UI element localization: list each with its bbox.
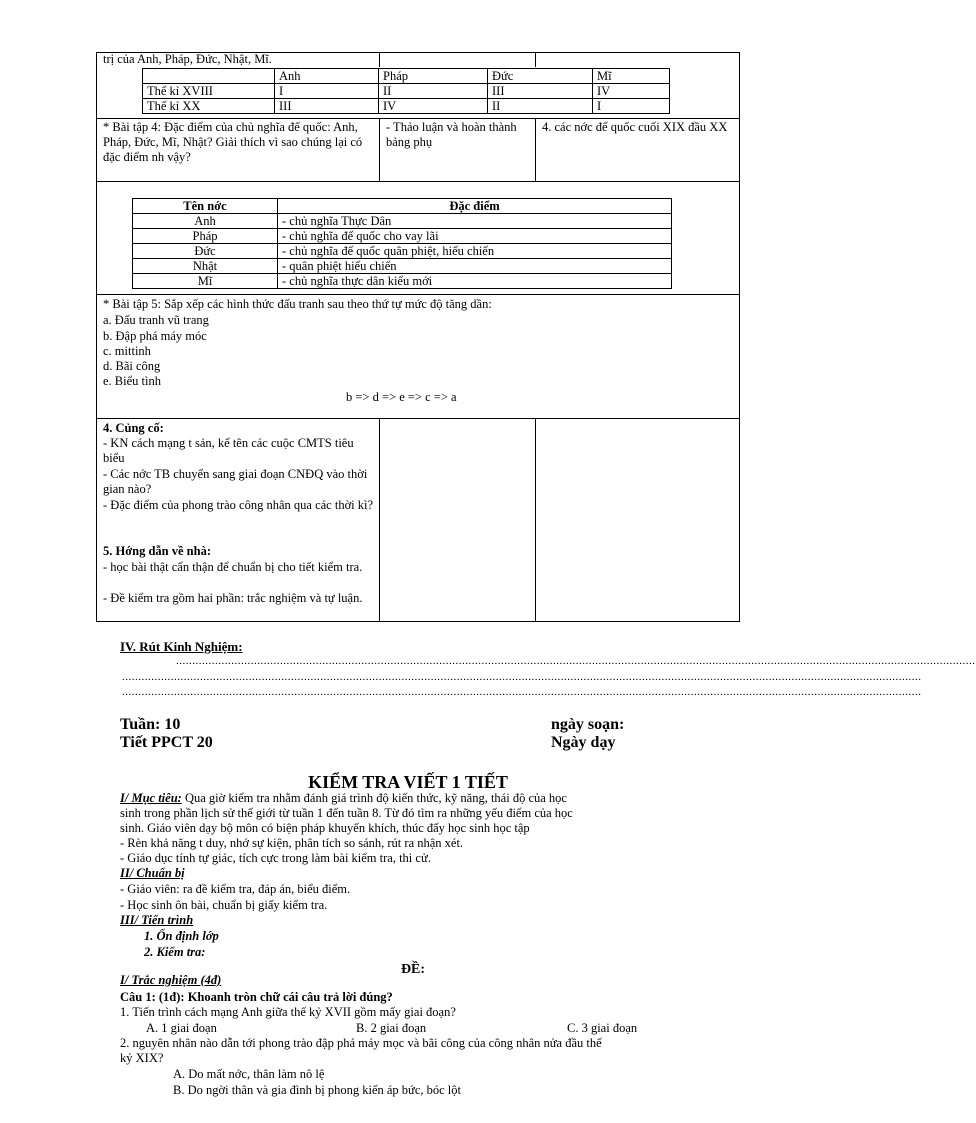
table-cell: Nhật (133, 259, 278, 274)
process-step: 2. Kiểm tra: (144, 945, 206, 959)
exercise4-activity: - Thảo luận và hoàn thành bảng phụ (386, 120, 517, 149)
experience-heading: IV. Rút Kinh Nghiệm: (120, 639, 243, 654)
table-cell: I (593, 99, 670, 114)
table-row (133, 259, 672, 274)
table-cell: - chủ nghĩa thực dân kiểu mới (278, 274, 672, 289)
list-item: - học bài thật cẩn thận để chuẩn bị cho tiết kiểm tra. (103, 560, 363, 574)
table-row (133, 214, 672, 229)
table-cell: Thế kỉ XX (143, 99, 275, 114)
list-item: a. Đấu tranh vũ trang (103, 313, 209, 327)
table-header: Đặc điểm (278, 199, 672, 214)
table-cell: Đức (133, 244, 278, 259)
table-cell: - quân phiệt hiếu chiến (278, 259, 672, 274)
goal-line: - Giáo dục tính tự giác, tích cực trong làm bài kiểm tra, thi cử. (120, 851, 431, 865)
table-cell: III (488, 84, 593, 99)
process-label: III/ Tiến trình (120, 913, 194, 927)
table-cell: - chủ nghĩa đế quốc cho vay lãi (278, 229, 672, 244)
exercise4-content: 4. các nớc đế quốc cuối XIX đầu XX (542, 120, 728, 134)
table-cell: IV (379, 99, 488, 114)
table-cell: - chủ nghĩa Thực Dân (278, 214, 672, 229)
mc-label: I/ Trắc nghiệm (4đ) (120, 973, 222, 987)
q1-1-text: 1. Tiến trình cách mạng Anh giữa thế kỷ XVII gồm mấy giai đoạn? (120, 1005, 456, 1019)
prep-date-label: ngày soạn: (551, 716, 625, 733)
table-cell: Pháp (133, 229, 278, 244)
list-item: e. Biểu tình (103, 374, 161, 388)
exercise5-answer: b => d => e => c => a (346, 390, 457, 404)
table-header: Mĩ (593, 69, 670, 84)
table-cell: IV (593, 84, 670, 99)
q1-2-line: 2. nguyên nhân nào dẫn tới phong trào đập phá máy mọc và bãi công của công nhân nửa đầu thế (120, 1036, 602, 1050)
option-a: A. Do mất nớc, thân làm nô lệ (173, 1067, 325, 1081)
goal-label: I/ Mục tiêu: (120, 791, 182, 805)
table-cell: I (275, 84, 379, 99)
table-row (143, 84, 670, 99)
table-row (133, 229, 672, 244)
table-cell: - chủ nghĩa đế quốc quân phiệt, hiếu chiến (278, 244, 672, 259)
rank-table (142, 68, 670, 114)
feature-table (132, 198, 672, 289)
table-header: Tên nớc (133, 199, 278, 214)
option-c: C. 3 giai đoạn (567, 1021, 638, 1035)
list-item: - KN cách mạng t sản, kể tên các cuộc CMTS tiêu biểu (103, 436, 354, 465)
top-row-text: trị của Anh, Pháp, Đức, Nhật, Mĩ. (103, 52, 272, 66)
goal-line: - Rèn khả năng t duy, nhớ sự kiện, phân tích so sánh, rút ra nhận xét. (120, 836, 464, 850)
dotted-line: ...................................................................................................................................................................................................................................................... (122, 686, 922, 698)
week-label: Tuần: 10 (120, 716, 181, 733)
process-step: 1. Ổn định lớp (144, 929, 219, 943)
prep-label: II/ Chuẩn bị (120, 866, 185, 880)
list-item: - Đặc điểm của phong trào công nhân qua các thời kì? (103, 498, 374, 512)
table-row (133, 274, 672, 289)
list-item: d. Bãi công (103, 359, 161, 373)
dotted-line: ...................................................................................................................................................................................................................................................... (122, 671, 922, 683)
consolidation-heading: 4. Củng cố: (103, 421, 164, 435)
exercise5-title: * Bài tập 5: Sắp xếp các hình thức đấu tranh sau theo thứ tự mức độ tăng dần: (103, 297, 492, 311)
table-header: Pháp (379, 69, 488, 84)
table-cell: II (379, 84, 488, 99)
table-cell: II (488, 99, 593, 114)
goal-line: sinh. Giáo viên dạy bộ môn có biện pháp khuyến khích, thúc đẩy học sinh học tập (120, 821, 530, 835)
prep-line: - Giáo viên: ra đề kiểm tra, đáp án, biểu điểm. (120, 882, 351, 896)
list-item: b. Đập phá máy móc (103, 329, 207, 343)
table-row (133, 244, 672, 259)
q1-label: Câu 1: (1đ): Khoanh tròn chữ cái câu trả lời đúng? (120, 990, 393, 1004)
option-b: B. 2 giai đoạn (356, 1021, 427, 1035)
exercise4-question: * Bài tập 4: Đặc điểm của chủ nghĩa đế quốc: Anh, Pháp, Đức, Mĩ, Nhật? Giải thích vì sao chúng lại có đặc điểm nh vậy? (103, 120, 363, 164)
option-a: A. 1 giai đoạn (146, 1021, 217, 1035)
table-cell: III (275, 99, 379, 114)
dotted-line: ...................................................................................................................................................................................................................................................... (176, 655, 976, 667)
option-b: B. Do ngời thân và gia đình bị phong kiến áp bức, bóc lột (173, 1083, 461, 1097)
table-row (143, 99, 670, 114)
homework-heading: 5. Hớng dẫn về nhà: (103, 544, 211, 558)
list-item: - Đề kiểm tra gồm hai phần: trắc nghiệm và tự luận. (103, 591, 363, 605)
table-cell: Anh (133, 214, 278, 229)
period-label: Tiết PPCT 20 (120, 734, 213, 751)
table-header: Anh (275, 69, 379, 84)
prep-line: - Học sinh ôn bài, chuẩn bị giấy kiểm tra. (120, 898, 328, 912)
goal-line: sinh trong phần lịch sử thế giới từ tuần 1 đến tuần 8. Từ đó tìm ra những yếu điểm của học (120, 806, 573, 820)
goal-line: Qua giờ kiểm tra nhằm đánh giá trình độ kiến thức, kỹ năng, thái độ của học (181, 791, 567, 805)
table-cell: Mĩ (133, 274, 278, 289)
list-item: c. mittinh (103, 344, 151, 358)
q1-2-line: kỷ XIX? (120, 1051, 164, 1065)
teach-date-label: Ngày dạy (551, 734, 616, 751)
table-header (143, 69, 275, 84)
de-label: ĐỀ: (400, 962, 426, 977)
table-cell: Thế kỉ XVIII (143, 84, 275, 99)
table-header: Đức (488, 69, 593, 84)
exam-title: KIỂM TRA VIẾT 1 TIẾT (308, 772, 508, 792)
list-item: - Các nớc TB chuyển sang giai đoạn CNĐQ vào thời gian nào? (103, 467, 368, 496)
